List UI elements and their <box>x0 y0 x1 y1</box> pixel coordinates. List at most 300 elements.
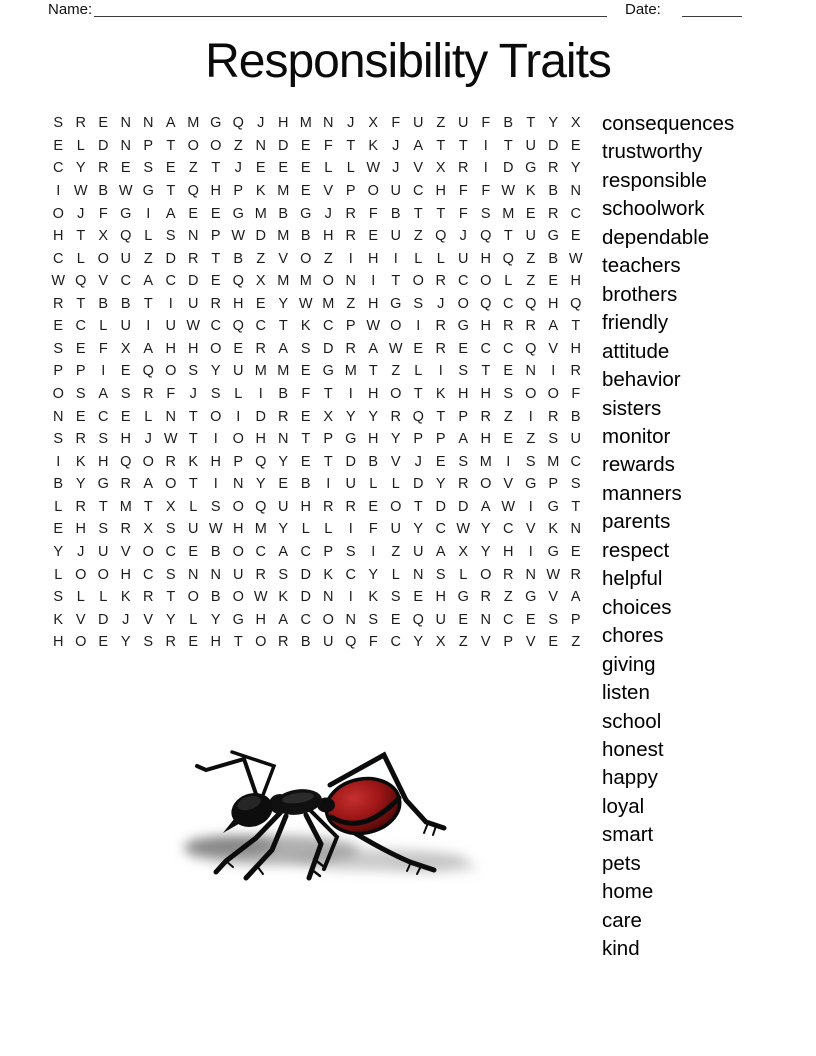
grid-letter: C <box>503 340 514 357</box>
grid-letter: E <box>120 160 131 177</box>
grid-letter: E <box>75 408 86 425</box>
grid-letter: V <box>525 521 536 538</box>
grid-letter: M <box>119 498 132 515</box>
grid-letter: T <box>346 137 356 154</box>
grid-letter: S <box>570 476 581 493</box>
grid-letter: M <box>277 273 290 290</box>
grid-letter: L <box>504 273 513 290</box>
grid-letter: F <box>98 340 108 357</box>
grid-letter: C <box>53 250 64 267</box>
grid-letter: R <box>525 318 536 335</box>
grid-letter: H <box>548 295 559 312</box>
grid-letter: J <box>77 543 85 560</box>
grid-letter: Q <box>570 295 582 312</box>
grid-letter: E <box>233 340 244 357</box>
grid-letter: I <box>416 318 421 335</box>
grid-letter: E <box>98 115 109 132</box>
grid-letter: D <box>345 453 356 470</box>
grid-letter: K <box>278 589 289 606</box>
grid-letter: A <box>98 386 109 403</box>
grid-letter: Z <box>391 543 401 560</box>
grid-letter: Z <box>413 228 423 245</box>
grid-letter: I <box>168 295 173 312</box>
grid-letter: N <box>323 589 334 606</box>
name-blank-line <box>94 16 607 17</box>
grid-letter: T <box>76 295 86 312</box>
grid-letter: B <box>300 228 311 245</box>
grid-letter: E <box>120 363 131 380</box>
word-list-item: schoolwork <box>602 197 705 221</box>
grid-letter: H <box>368 431 379 448</box>
grid-letter: R <box>53 295 64 312</box>
grid-letter: S <box>98 431 109 448</box>
grid-letter: H <box>120 431 131 448</box>
grid-letter: Z <box>526 431 536 448</box>
grid-letter: G <box>142 182 154 199</box>
grid-letter: E <box>368 498 379 515</box>
grid-letter: U <box>233 566 244 583</box>
grid-letter: B <box>120 295 131 312</box>
grid-letter: T <box>368 363 378 380</box>
grid-letter: X <box>255 273 266 290</box>
grid-letter: A <box>143 273 154 290</box>
grid-letter: O <box>480 273 492 290</box>
grid-letter: H <box>503 543 514 560</box>
grid-letter: U <box>390 182 401 199</box>
grid-letter: L <box>76 137 85 154</box>
grid-letter: L <box>54 498 63 515</box>
grid-letter: U <box>525 137 536 154</box>
grid-letter: G <box>457 589 469 606</box>
grid-letter: N <box>323 115 334 132</box>
grid-letter: L <box>414 250 423 267</box>
grid-letter: H <box>98 453 109 470</box>
grid-letter: B <box>300 476 311 493</box>
grid-letter: E <box>413 589 424 606</box>
grid-letter: X <box>165 498 176 515</box>
grid-letter: R <box>278 408 289 425</box>
grid-letter: S <box>548 611 559 628</box>
grid-letter: N <box>53 408 64 425</box>
grid-letter: L <box>54 566 63 583</box>
grid-letter: O <box>142 453 154 470</box>
grid-letter: Y <box>75 476 86 493</box>
grid-letter: K <box>525 182 536 199</box>
grid-letter: W <box>208 521 223 538</box>
grid-letter: S <box>480 205 491 222</box>
grid-letter: Z <box>143 250 153 267</box>
grid-letter: L <box>391 566 400 583</box>
word-list-item: attitude <box>602 339 670 363</box>
grid-letter: H <box>570 340 581 357</box>
grid-letter: E <box>255 295 266 312</box>
grid-letter: J <box>392 160 400 177</box>
word-list-item: care <box>602 908 642 932</box>
grid-letter: R <box>75 431 86 448</box>
grid-letter: D <box>188 273 199 290</box>
grid-letter: F <box>368 205 378 222</box>
grid-letter: U <box>98 543 109 560</box>
grid-letter: J <box>257 115 265 132</box>
grid-letter: M <box>299 273 312 290</box>
grid-letter: Y <box>210 363 221 380</box>
grid-letter: E <box>278 160 289 177</box>
grid-letter: H <box>435 182 446 199</box>
grid-letter: P <box>503 634 514 651</box>
grid-letter: R <box>98 160 109 177</box>
grid-letter: R <box>435 318 446 335</box>
grid-letter: W <box>118 182 133 199</box>
word-list-item: helpful <box>602 567 663 591</box>
grid-letter: J <box>392 137 400 154</box>
grid-letter: C <box>75 318 86 335</box>
grid-letter: S <box>143 160 154 177</box>
grid-letter: M <box>502 205 515 222</box>
grid-letter: V <box>548 340 559 357</box>
grid-letter: M <box>187 115 200 132</box>
word-list-item: kind <box>602 937 640 961</box>
grid-letter: N <box>120 137 131 154</box>
grid-letter: T <box>413 205 423 222</box>
grid-letter: E <box>210 273 221 290</box>
grid-letter: T <box>76 228 86 245</box>
grid-letter: E <box>255 160 266 177</box>
grid-letter: U <box>435 611 446 628</box>
grid-letter: R <box>458 160 469 177</box>
grid-letter: S <box>188 363 199 380</box>
grid-letter: B <box>210 589 221 606</box>
grid-letter: Y <box>75 160 86 177</box>
grid-letter: C <box>323 318 334 335</box>
word-list-item: dependable <box>602 225 710 249</box>
grid-letter: T <box>188 431 198 448</box>
grid-letter: R <box>255 566 266 583</box>
grid-letter: X <box>570 115 581 132</box>
grid-letter: N <box>413 566 424 583</box>
grid-letter: I <box>258 386 263 403</box>
grid-letter: J <box>437 295 445 312</box>
grid-letter: J <box>144 431 152 448</box>
grid-letter: A <box>368 340 379 357</box>
grid-letter: H <box>368 250 379 267</box>
word-list-item: rewards <box>602 453 675 477</box>
grid-letter: R <box>143 386 154 403</box>
grid-letter: F <box>368 521 378 538</box>
grid-letter: H <box>368 386 379 403</box>
grid-letter: U <box>458 115 469 132</box>
grid-letter: Y <box>548 115 559 132</box>
grid-letter: F <box>458 182 468 199</box>
grid-letter: U <box>120 250 131 267</box>
grid-letter: Z <box>256 250 266 267</box>
word-list-item: consequences <box>602 112 735 135</box>
grid-letter: H <box>210 634 221 651</box>
grid-letter: O <box>165 363 177 380</box>
grid-letter: J <box>414 453 422 470</box>
grid-letter: L <box>301 521 310 538</box>
grid-letter: L <box>391 476 400 493</box>
grid-letter: O <box>210 340 222 357</box>
grid-letter: C <box>413 182 424 199</box>
grid-letter: H <box>188 340 199 357</box>
word-list <box>602 110 734 964</box>
grid-letter: X <box>98 228 109 245</box>
grid-letter: Y <box>278 295 289 312</box>
word-list-item: choices <box>602 595 672 619</box>
grid-letter: G <box>525 160 537 177</box>
grid-letter: I <box>483 160 488 177</box>
grid-letter: W <box>388 340 403 357</box>
grid-letter: P <box>53 363 64 380</box>
grid-letter: I <box>348 521 353 538</box>
grid-letter: T <box>526 115 536 132</box>
grid-letter: E <box>188 634 199 651</box>
grid-letter: B <box>570 408 581 425</box>
grid-letter: Q <box>232 318 244 335</box>
grid-letter: L <box>144 408 153 425</box>
grid-letter: K <box>120 589 131 606</box>
grid-letter: E <box>570 137 581 154</box>
date-label: Date: <box>625 1 661 18</box>
grid-letter: U <box>390 228 401 245</box>
grid-letter: R <box>323 498 334 515</box>
grid-letter: H <box>53 228 64 245</box>
grid-letter: N <box>210 566 221 583</box>
grid-letter: C <box>165 273 176 290</box>
grid-letter: T <box>413 498 423 515</box>
word-list-item: responsible <box>602 168 707 192</box>
grid-letter: V <box>75 611 86 628</box>
grid-letter: B <box>278 386 289 403</box>
grid-letter: D <box>548 137 559 154</box>
grid-letter: O <box>390 386 402 403</box>
grid-letter: Y <box>345 408 356 425</box>
grid-letter: P <box>570 611 581 628</box>
grid-letter: H <box>300 498 311 515</box>
grid-letter: O <box>52 386 64 403</box>
grid-letter: U <box>458 250 469 267</box>
grid-letter: R <box>165 453 176 470</box>
grid-letter: E <box>120 408 131 425</box>
grid-letter: E <box>300 182 311 199</box>
grid-letter: Q <box>480 295 492 312</box>
grid-letter: R <box>165 634 176 651</box>
grid-letter: S <box>525 453 536 470</box>
word-search-grid <box>47 112 587 654</box>
grid-letter: C <box>143 566 154 583</box>
grid-letter: I <box>348 386 353 403</box>
grid-letter: U <box>570 431 581 448</box>
grid-letter: F <box>571 386 581 403</box>
grid-letter: Q <box>502 250 514 267</box>
grid-letter: M <box>344 363 357 380</box>
grid-letter: R <box>480 589 491 606</box>
grid-letter: B <box>210 543 221 560</box>
grid-letter: S <box>53 589 64 606</box>
grid-letter: T <box>458 137 468 154</box>
grid-letter: M <box>299 115 312 132</box>
grid-letter: D <box>300 589 311 606</box>
grid-letter: O <box>232 543 244 560</box>
grid-letter: Y <box>435 476 446 493</box>
grid-letter: O <box>525 386 537 403</box>
grid-letter: T <box>233 634 243 651</box>
grid-letter: E <box>435 453 446 470</box>
grid-letter: X <box>368 115 379 132</box>
grid-letter: G <box>210 115 222 132</box>
grid-letter: E <box>570 228 581 245</box>
grid-letter: Q <box>120 228 132 245</box>
grid-letter: M <box>277 363 290 380</box>
grid-letter: T <box>391 273 401 290</box>
grid-letter: Z <box>503 589 513 606</box>
grid-letter: Z <box>436 115 446 132</box>
grid-letter: O <box>322 611 334 628</box>
grid-letter: P <box>323 543 334 560</box>
grid-letter: N <box>255 137 266 154</box>
grid-letter: H <box>480 250 491 267</box>
grid-letter: R <box>548 160 559 177</box>
grid-letter: E <box>278 476 289 493</box>
grid-letter: M <box>254 521 267 538</box>
grid-letter: G <box>457 318 469 335</box>
grid-letter: Q <box>435 228 447 245</box>
grid-letter: F <box>481 182 491 199</box>
grid-letter: Y <box>278 521 289 538</box>
word-list-item: honest <box>602 737 664 761</box>
ant-illustration <box>160 728 490 898</box>
word-list-item: smart <box>602 823 654 847</box>
grid-letter: W <box>163 431 178 448</box>
grid-letter: G <box>232 611 244 628</box>
grid-letter: N <box>120 115 131 132</box>
date-blank-line <box>682 16 742 17</box>
grid-letter: E <box>98 634 109 651</box>
grid-letter: C <box>255 543 266 560</box>
grid-letter: F <box>98 205 108 222</box>
grid-letter: Y <box>255 476 266 493</box>
grid-letter: Q <box>525 295 537 312</box>
word-list-item: happy <box>602 766 658 790</box>
grid-letter: I <box>551 363 556 380</box>
grid-letter: H <box>233 295 244 312</box>
grid-letter: B <box>98 295 109 312</box>
grid-letter: P <box>233 182 244 199</box>
grid-letter: L <box>459 566 468 583</box>
grid-letter: Q <box>120 453 132 470</box>
grid-letter: I <box>506 453 511 470</box>
grid-letter: B <box>368 453 379 470</box>
grid-letter: R <box>120 521 131 538</box>
grid-letter: T <box>436 408 446 425</box>
grid-letter: R <box>480 408 491 425</box>
grid-letter: G <box>547 228 559 245</box>
grid-letter: P <box>210 228 221 245</box>
grid-letter: L <box>324 521 333 538</box>
grid-letter: I <box>393 250 398 267</box>
grid-letter: S <box>458 453 469 470</box>
grid-letter: S <box>53 115 64 132</box>
grid-letter: W <box>73 182 88 199</box>
grid-letter: T <box>571 498 581 515</box>
grid-letter: A <box>458 431 469 448</box>
grid-letter: H <box>255 611 266 628</box>
grid-letter: R <box>345 205 356 222</box>
grid-letter: A <box>435 543 446 560</box>
grid-letter: S <box>345 543 356 560</box>
grid-letter: V <box>525 634 536 651</box>
grid-letter: J <box>459 228 467 245</box>
grid-letter: Q <box>187 182 199 199</box>
grid-letter: C <box>120 273 131 290</box>
grid-letter: R <box>188 250 199 267</box>
grid-letter: U <box>188 295 199 312</box>
grid-letter: D <box>458 498 469 515</box>
grid-letter: F <box>368 634 378 651</box>
grid-letter: R <box>120 476 131 493</box>
grid-letter: R <box>435 273 446 290</box>
grid-letter: P <box>75 363 86 380</box>
grid-letter: R <box>255 340 266 357</box>
grid-letter: B <box>233 250 244 267</box>
grid-letter: E <box>165 160 176 177</box>
grid-letter: E <box>188 543 199 560</box>
grid-letter: T <box>481 363 491 380</box>
grid-letter: S <box>120 386 131 403</box>
grid-letter: O <box>97 566 109 583</box>
grid-letter: I <box>146 318 151 335</box>
grid-letter: I <box>348 250 353 267</box>
grid-letter: P <box>233 453 244 470</box>
grid-letter: I <box>56 182 61 199</box>
grid-letter: K <box>368 137 379 154</box>
grid-letter: G <box>120 205 132 222</box>
grid-letter: S <box>210 386 221 403</box>
grid-letter: U <box>278 498 289 515</box>
grid-letter: B <box>548 182 559 199</box>
grid-letter: K <box>188 453 199 470</box>
grid-letter: M <box>547 453 560 470</box>
grid-letter: S <box>53 340 64 357</box>
grid-letter: R <box>210 295 221 312</box>
grid-letter: E <box>503 431 514 448</box>
grid-letter: A <box>548 318 559 335</box>
grid-letter: N <box>165 408 176 425</box>
grid-letter: H <box>165 340 176 357</box>
grid-letter: Y <box>120 634 131 651</box>
grid-letter: G <box>345 431 357 448</box>
grid-letter: T <box>323 453 333 470</box>
grid-letter: C <box>300 611 311 628</box>
grid-letter: D <box>300 566 311 583</box>
grid-letter: X <box>458 543 469 560</box>
grid-letter: G <box>525 476 537 493</box>
word-list-item: trustworthy <box>602 140 703 164</box>
grid-letter: I <box>56 453 61 470</box>
grid-letter: O <box>165 476 177 493</box>
grid-letter: C <box>53 160 64 177</box>
grid-letter: W <box>231 228 246 245</box>
grid-letter: N <box>188 566 199 583</box>
grid-letter: I <box>146 205 151 222</box>
grid-letter: M <box>277 228 290 245</box>
grid-letter: C <box>390 634 401 651</box>
grid-letter: E <box>413 340 424 357</box>
grid-letter: O <box>367 182 379 199</box>
grid-letter: V <box>390 453 401 470</box>
grid-letter: B <box>98 182 109 199</box>
grid-letter: O <box>255 634 267 651</box>
